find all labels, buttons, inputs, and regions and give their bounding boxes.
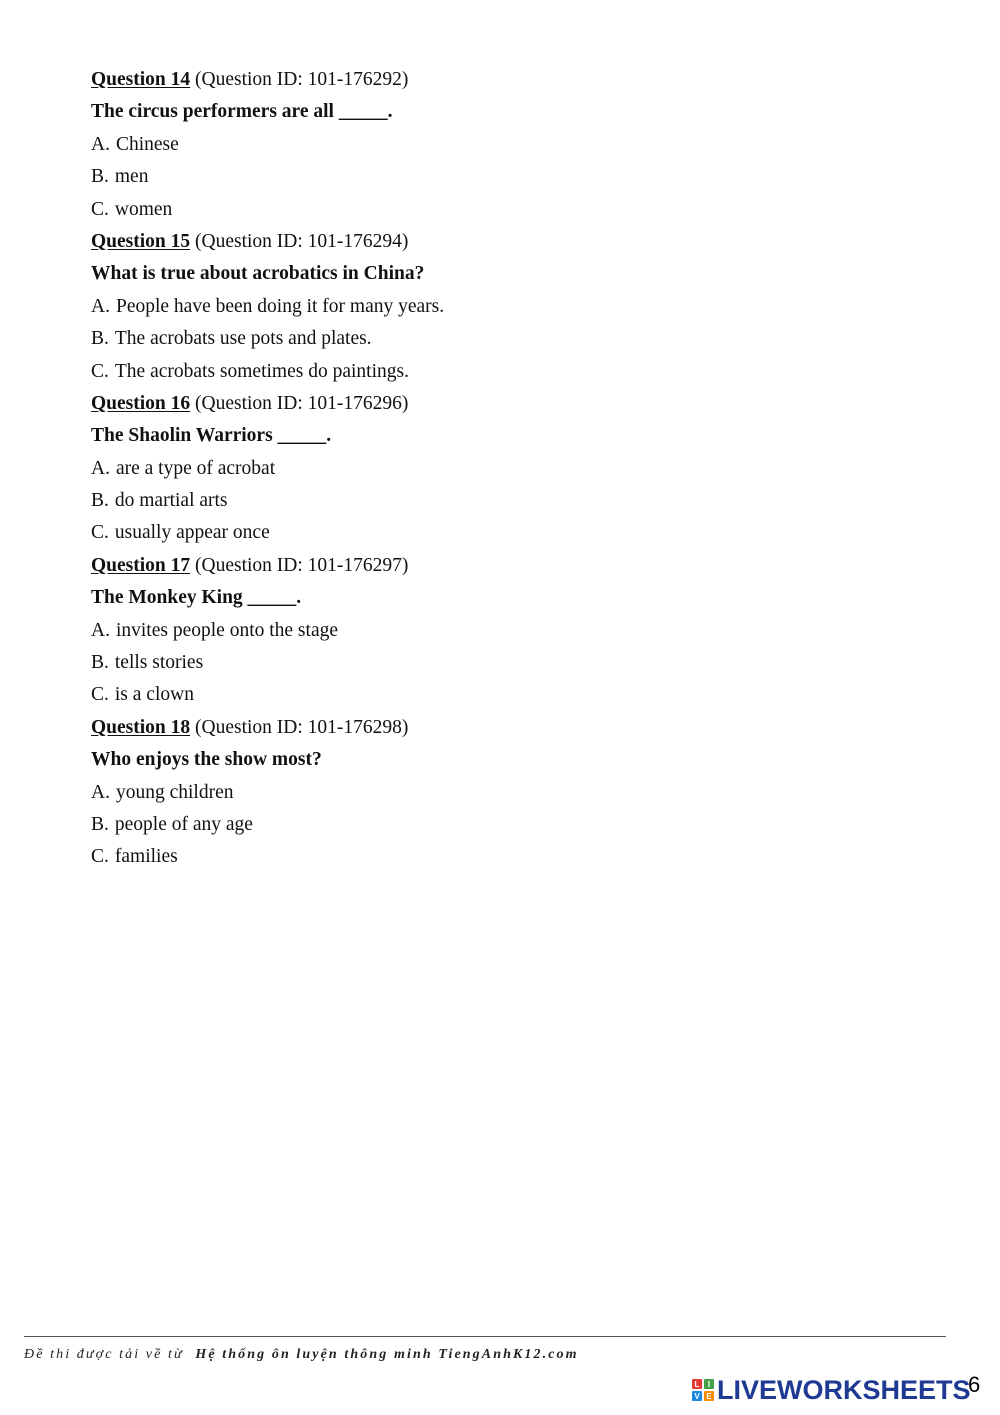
option-letter: B. [91, 166, 109, 188]
option-letter: C. [91, 684, 109, 706]
question-stem: What is true about acrobatics in China? [91, 263, 425, 285]
option-letter: B. [91, 490, 109, 512]
option-text: usually appear once [114, 522, 270, 544]
option-text: The acrobats sometimes do paintings. [114, 360, 409, 382]
liveworksheets-brand[interactable] [692, 1374, 971, 1406]
question-id: (Question ID: 101-176298) [195, 716, 409, 738]
logo-letter: L [692, 1379, 702, 1389]
question-17 [91, 550, 951, 712]
option-a [91, 777, 951, 809]
footer-divider [24, 1336, 946, 1337]
page-number: 6 [968, 1372, 981, 1397]
liveworksheets-logo-icon [692, 1379, 714, 1401]
footer-source-note [24, 1347, 579, 1363]
option-text: are a type of acrobat [115, 457, 276, 479]
question-18 [91, 712, 951, 874]
option-letter: C. [91, 522, 109, 544]
option-text: people of any age [114, 813, 253, 835]
footer-prefix: Đề thi được tải về từ [24, 1347, 184, 1362]
option-c [91, 356, 951, 388]
question-14 [91, 64, 951, 226]
option-letter: B. [91, 652, 109, 674]
question-header [91, 64, 951, 96]
question-header [91, 226, 951, 258]
option-text: tells stories [114, 652, 204, 674]
question-number: Question 15 [91, 230, 191, 252]
question-stem: The Monkey King _____. [91, 587, 302, 609]
question-id: (Question ID: 101-176292) [195, 69, 409, 90]
option-text: do martial arts [114, 490, 228, 512]
question-header [91, 550, 951, 582]
option-letter: C. [91, 198, 109, 220]
option-a [91, 615, 951, 647]
option-a [91, 291, 951, 323]
option-letter: A. [91, 133, 110, 155]
option-a [91, 129, 951, 161]
question-16 [91, 388, 951, 550]
option-letter: B. [91, 328, 109, 350]
option-text: The acrobats use pots and plates. [114, 328, 372, 350]
option-letter: A. [91, 457, 110, 479]
brand-name: LIVEWORKSHEETS [717, 1374, 971, 1405]
question-15 [91, 226, 951, 388]
option-c [91, 517, 951, 549]
option-letter: C. [91, 846, 109, 868]
option-text: is a clown [114, 684, 194, 706]
option-c [91, 679, 951, 711]
option-b [91, 485, 951, 517]
question-number: Question 18 [91, 716, 191, 738]
question-number: Question 16 [91, 392, 191, 414]
question-number: Question 17 [91, 554, 191, 576]
option-c [91, 194, 951, 226]
option-text: families [114, 846, 178, 868]
option-letter: A. [91, 295, 110, 317]
option-text: People have been doing it for many years. [115, 295, 445, 317]
question-header [91, 712, 951, 744]
option-c [91, 841, 951, 873]
option-letter: C. [91, 360, 109, 382]
question-id: (Question ID: 101-176296) [195, 392, 409, 414]
question-stem: Who enjoys the show most? [91, 749, 322, 771]
option-b [91, 323, 951, 355]
question-stem: The Shaolin Warriors _____. [91, 425, 332, 447]
option-text: women [114, 198, 173, 220]
option-b [91, 647, 951, 679]
option-text: Chinese [115, 133, 179, 155]
option-text: young children [115, 781, 234, 803]
question-list [91, 64, 951, 874]
question-header [91, 388, 951, 420]
question-stem: The circus performers are all _____. [91, 101, 393, 123]
question-id: (Question ID: 101-176297) [195, 554, 409, 576]
option-b [91, 161, 951, 193]
option-letter: A. [91, 619, 110, 641]
option-letter: B. [91, 813, 109, 835]
option-text: invites people onto the stage [115, 619, 339, 641]
option-letter: A. [91, 781, 110, 803]
logo-letter: E [704, 1391, 714, 1401]
question-id: (Question ID: 101-176294) [195, 230, 409, 252]
logo-letter: V [692, 1391, 702, 1401]
option-b [91, 809, 951, 841]
question-number: Question 14 [91, 69, 191, 90]
option-text: men [114, 166, 149, 188]
logo-letter: I [704, 1379, 714, 1389]
footer-site-link[interactable]: Hệ thống ôn luyện thông minh TiengAnhK12.com [195, 1347, 579, 1362]
option-a [91, 453, 951, 485]
